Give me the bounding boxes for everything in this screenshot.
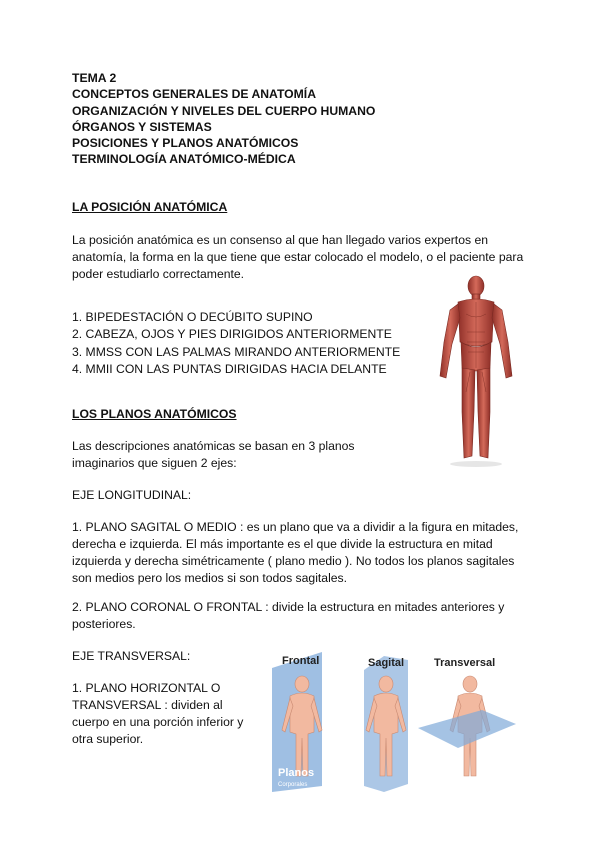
plane-label-sagittal: Sagital xyxy=(368,657,405,669)
anatomical-position-list xyxy=(72,309,400,378)
sagittal-plane-paragraph: 1. PLANO SAGITAL O MEDIO : es un plano que va a dividir a la figura en mitades, derecha e izquierda. El más importante es el que divide la estructura en mitad izquierda y derecha simétricamente ( plano medio ). No todos los planos sagitales son medios pero los medios si son todos sagitales. xyxy=(72,520,519,585)
watermark-text: Planos xyxy=(278,767,315,779)
title-line: ÓRGANOS Y SISTEMAS xyxy=(72,119,212,134)
muscular-body-figure xyxy=(430,272,522,468)
title-line: POSICIONES Y PLANOS ANATÓMICOS xyxy=(72,136,299,151)
planes-intro-paragraph: Las descripciones anatómicas se basan en 3 planos imaginarios que siguen 2 ejes: xyxy=(72,439,355,470)
section-heading-anatomical-position: LA POSICIÓN ANATÓMICA xyxy=(72,200,228,214)
title-line: TERMINOLOGÍA ANATÓMICO-MÉDICA xyxy=(72,152,296,167)
list-item: 1. BIPEDESTACIÓN O DECÚBITO SUPINO xyxy=(72,310,313,324)
plane-label-frontal: Frontal xyxy=(282,655,320,667)
anatomical-position-paragraph: La posición anatómica es un consenso al que han llegado varios expertos en anatomía, la forma en la que tiene que estar colocado el modelo, o el paciente para poder estudiarlo correctamente. xyxy=(72,233,524,281)
list-item: 3. MMSS CON LAS PALMAS MIRANDO ANTERIORMENTE xyxy=(72,344,401,359)
axis-longitudinal-label: EJE LONGITUDINAL: xyxy=(72,488,192,502)
list-item: 2. CABEZA, OJOS Y PIES DIRIGIDOS ANTERIORMENTE xyxy=(72,327,392,342)
title-line: CONCEPTOS GENERALES DE ANATOMÍA xyxy=(72,87,316,102)
watermark-subtext: Corporales xyxy=(278,782,308,788)
plane-label-transversal: Transversal xyxy=(434,657,496,669)
horizontal-plane-paragraph: 1. PLANO HORIZONTAL O TRANSVERSAL : dividen al cuerpo en una porción inferior y otra superior. xyxy=(72,681,244,746)
title-line: TEMA 2 xyxy=(72,71,117,85)
document-title-block xyxy=(72,70,375,168)
coronal-plane-paragraph: 2. PLANO CORONAL O FRONTAL : divide la estructura en mitades anteriores y posteriores. xyxy=(72,600,505,631)
axis-transversal-label: EJE TRANSVERSAL: xyxy=(72,649,191,663)
body-planes-figure xyxy=(268,646,516,792)
title-line: ORGANIZACIÓN Y NIVELES DEL CUERPO HUMANO xyxy=(72,103,376,118)
list-item: 4. MMII CON LAS PUNTAS DIRIGIDAS HACIA DELANTE xyxy=(72,361,387,376)
section-heading-anatomical-planes: LOS PLANOS ANATÓMICOS xyxy=(72,407,237,421)
